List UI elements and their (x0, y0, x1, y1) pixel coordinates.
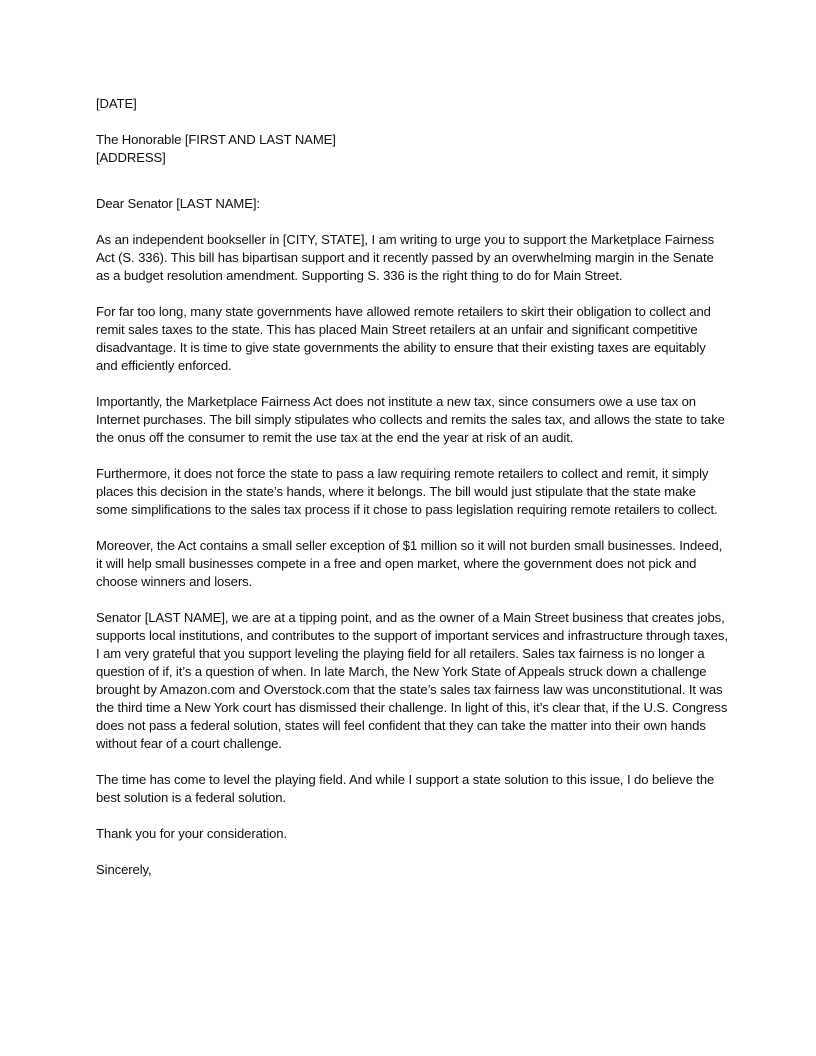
recipient-name: The Honorable [FIRST AND LAST NAME] (96, 132, 336, 147)
paragraph-no-new-tax: Importantly, the Marketplace Fairness Act does not institute a new tax, since consumers owe a use tax on Internet purchases. The bill simply stipulates who collects and remits the sales tax, and allows the state to take the onus off the consumer to remit the use tax at the end the year at risk of an audit. (96, 394, 725, 445)
closing: Sincerely, (96, 862, 152, 877)
paragraph-small-seller: Moreover, the Act contains a small seller exception of $1 million so it will not burden small businesses. Indeed, it will help small businesses compete in a free and open market, where the government does not pick and choose winners and losers. (96, 538, 723, 589)
paragraph-thanks: Thank you for your consideration. (96, 826, 288, 841)
spacer (96, 213, 728, 231)
paragraph-disadvantage: For far too long, many state governments have allowed remote retailers to skirt their obligation to collect and remit sales taxes to the state. This has placed Main Street retailers at an unfair and significant competitive disadvantage. It is time to give state governments the ability to ensure that their existing taxes are equitably and efficiently enforced. (96, 304, 711, 373)
spacer (96, 167, 728, 195)
paragraph-intro: As an independent bookseller in [CITY, STATE], I am writing to urge you to support the Marketplace Fairness Act (S. 336). This bill has bipartisan support and it recently passed by an overwhelming margin in the Senate as a budget resolution amendment. Supporting S. 336 is the right thing to do for Main Street. (96, 232, 715, 283)
date-line: [DATE] (96, 96, 137, 111)
paragraph-tipping-point: Senator [LAST NAME], we are at a tipping point, and as the owner of a Main Street business that creates jobs, supports local institutions, and contributes to the support of important services and infrastructure through taxes, I am very grateful that you support leveling the playing field for all retailers. Sales tax fairness is no longer a question of if, it’s a question of when. In late March, the New York State of Appeals struck down a challenge brought by Amazon.com and Overstock.com that the state’s sales tax fairness law was unconstitutional. It was the third time a New York court has dismissed their challenge. In light of this, it’s clear that, if the U.S. Congress does not pass a federal solution, states will feel confident that they can take the matter into their own hands without fear of a court challenge. (96, 610, 728, 751)
salutation: Dear Senator [LAST NAME]: (96, 196, 260, 211)
recipient-address: [ADDRESS] (96, 150, 166, 165)
paragraph-state-decision: Furthermore, it does not force the state to pass a law requiring remote retailers to collect and remit, it simply places this decision in the state’s hands, where it belongs. The bill would just stipulate that the state make some simplifications to the sales tax process if it chose to pass legislation requiring remote retailers to collect. (96, 466, 718, 517)
paragraph-federal-solution: The time has come to level the playing field. And while I support a state solution to this issue, I do believe the best solution is a federal solution. (96, 772, 715, 805)
letter-body (96, 95, 728, 879)
spacer (96, 113, 728, 131)
